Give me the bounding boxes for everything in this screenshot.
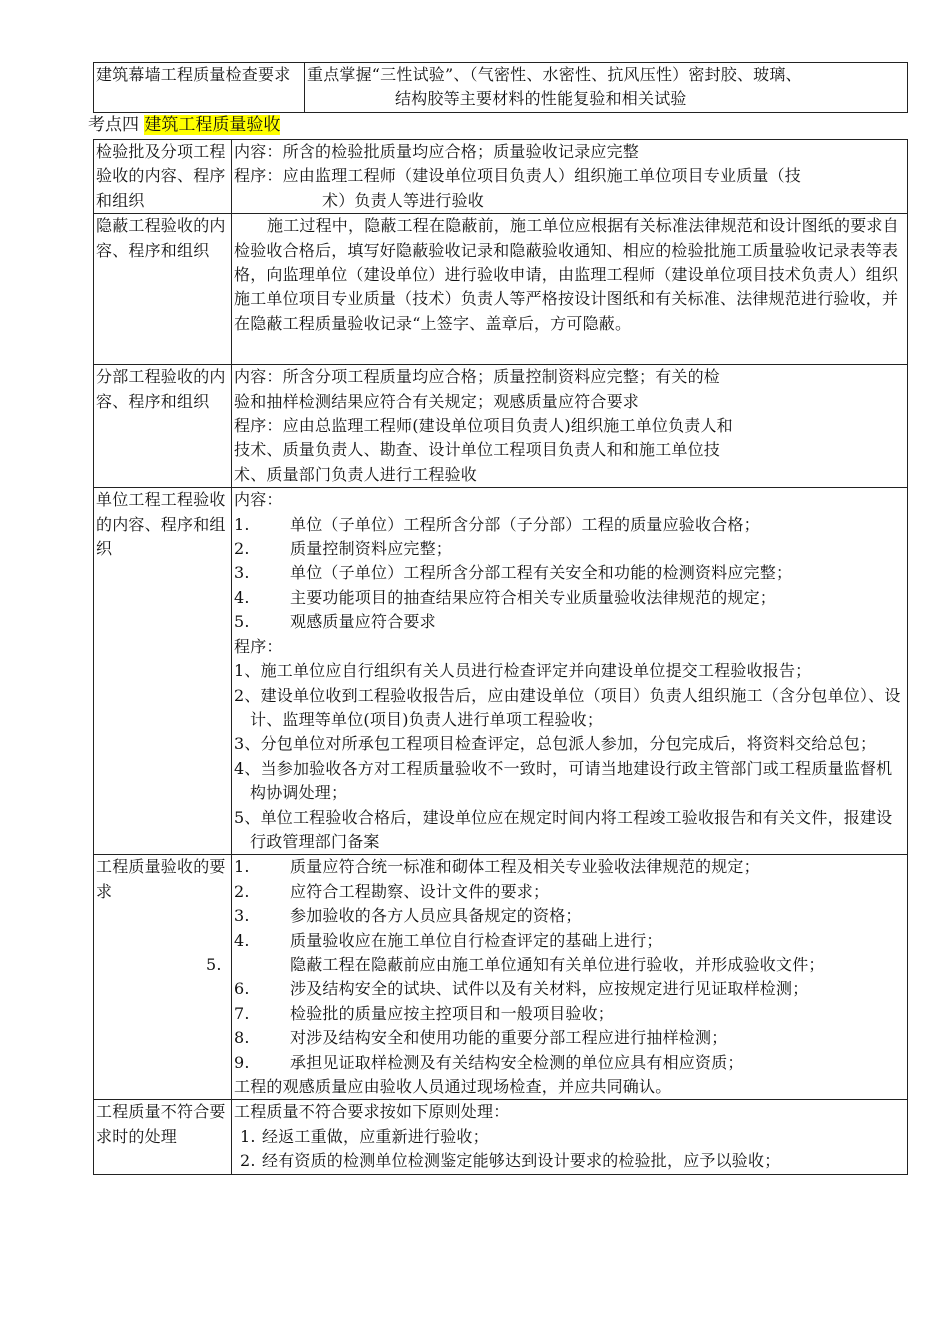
content-title: 内容： [234,490,283,510]
procedure-item: 3、分包单位对所承包工程项目检查评定，总包派人参加，分包完成后，将资料交给总包； [234,734,877,754]
list-number: 4. [234,587,250,607]
heading-prefix: 考点四 [88,115,139,135]
row-label: 单位工程工程验收的内容、程序和组织 [94,488,232,855]
list-number: 3. [234,563,250,583]
table-row [94,140,908,214]
content-line: 术）负责人等进行验收 [322,190,485,210]
list-text: 应符合工程勘察、设计文件的要求； [290,881,550,901]
content-line: 技术、质量负责人、勘查、设计单位工程项目负责人和和施工单位技 [234,440,721,460]
curtain-wall-table [93,62,908,113]
quality-acceptance-table [93,139,908,1175]
list-text: 经返工重做，应重新进行验收； [262,1126,489,1146]
list-number: 2. [234,539,250,559]
list-item [234,880,905,904]
content-line: 验和抽样检测结果应符合有关规定；观感质量应符合要求 [234,391,640,411]
list-item [234,1026,905,1050]
table-row [94,855,908,1100]
content-intro: 工程质量不符合要求按如下原则处理： [234,1102,510,1122]
procedure-item: 4、当参加验收各方对工程质量验收不一致时，可请当地建设行政主管部门或工程质量监督机构协调处理； [234,758,893,803]
content-line: 内容：所含的检验批质量均应合格；质量验收记录应完整 [234,142,640,161]
list-text: 经有资质的检测单位检测鉴定能够达到设计要求的检验批，应予以验收； [262,1151,781,1171]
list-text: 主要功能项目的抽查结果应符合相关专业质量验收法律规范的规定； [290,587,777,607]
list-text: 观感质量应符合要求 [290,612,436,632]
list-item [206,953,905,977]
list-item [234,513,905,537]
list-text: 质量应符合统一标准和砌体工程及相关专业验收法律规范的规定； [290,857,760,877]
content-line: 重点掌握“三性试验”、（气密性、水密性、抗风压性）密封胶、玻璃、 [307,65,802,84]
list-number: 5. [206,954,222,974]
row-label: 工程质量验收的要求 [94,855,232,1100]
list-item [234,1125,905,1149]
procedure-item: 5、单位工程验收合格后，建设单位应在规定时间内将工程竣工验收报告和有关文件，报建设行政管理部门备案 [234,807,893,851]
row-label: 隐蔽工程验收的内容、程序和组织 [94,214,232,365]
list-text: 隐蔽工程在隐蔽前应由施工单位通知有关单位进行验收，并形成验收文件； [290,954,825,974]
list-number: 2. [240,1151,256,1171]
list-number: 8. [234,1028,250,1048]
procedure-item: 2、建设单位收到工程验收报告后，应由建设单位（项目）负责人组织施工（含分包单位）、设计、监理等单位(项目)负责人进行单项工程验收； [234,685,901,729]
list-text: 质量验收应在施工单位自行检查评定的基础上进行； [290,930,663,950]
row-content [206,855,908,1100]
procedure-item: 1、施工单位应自行组织有关人员进行检查评定并向建设单位提交工程验收报告； [234,661,812,681]
list-number: 1. [234,857,250,877]
list-item [234,586,905,610]
row-content [232,1100,908,1174]
content-paragraph: 施工过程中，隐蔽工程在隐蔽前，施工单位应根据有关标准法律规范和设计图纸的要求自检验收合格后，填写好隐蔽验收记录和隐蔽验收通知、相应的检验批施工质量验收记录表等表格，向监理单位（建设单位）进行验收申请，由监理工程师（建设单位项目技术负责人）组织施工单位项目专业质量（技术）负责人等严格按设计图纸和有关标准、法律规范进行验收，并在隐蔽工程质量验收记录“上签字、盖章后，方可隐蔽。 [234,216,899,333]
list-number: 7. [234,1003,250,1023]
list-text: 涉及结构安全的试块、试件以及有关材料，应按规定进行见证取样检测； [290,979,809,999]
list-number: 1. [240,1126,256,1146]
list-item [234,537,905,561]
row-content [232,214,908,365]
list-item [234,610,905,634]
table-row [94,1100,908,1174]
list-item [234,904,905,928]
list-number: 5. [234,612,250,632]
list-text: 单位（子单位）工程所含分部（子分部）工程的质量应验收合格； [290,514,760,534]
row-content [305,63,908,113]
list-number: 6. [234,979,250,999]
list-item [234,855,905,879]
list-item [234,561,905,585]
list-item [234,929,905,953]
row-content [232,365,908,488]
content-line: 内容：所含分项工程质量均应合格；质量控制资料应完整；有关的检 [234,367,721,387]
table-row [94,214,908,365]
procedure-title: 程序： [234,636,283,656]
list-item [234,1149,905,1173]
row-content [232,140,908,214]
list-number: 2. [234,881,250,901]
list-number: 9. [234,1052,250,1072]
content-line: 程序：应由总监理工程师(建设单位项目负责人)组织施工单位负责人和 [234,416,733,436]
content-line: 结构胶等主要材料的性能复验和相关试验 [395,89,687,109]
list-item [234,977,905,1001]
list-text: 检验批的质量应按主控项目和一般项目验收； [290,1003,615,1023]
list-text: 质量控制资料应完整； [290,539,453,559]
list-number: 1. [234,514,250,534]
row-label: 建筑幕墙工程质量检查要求 [94,63,305,113]
list-number: 4. [234,930,250,950]
content-line: 术、质量部门负责人进行工程验收 [234,464,478,484]
section-heading [88,113,280,137]
list-text: 单位（子单位）工程所含分部工程有关安全和功能的检测资料应完整； [290,563,793,583]
table-row [94,63,908,113]
list-item [234,1051,905,1075]
list-text: 对涉及结构安全和使用功能的重要分部工程应进行抽样检测； [290,1028,728,1048]
list-text: 参加验收的各方人员应具备规定的资格； [290,906,582,926]
row-label: 分部工程验收的内容、程序和组织 [94,365,232,488]
table-row [94,365,908,488]
row-content [232,488,908,855]
heading-title: 建筑工程质量验收 [144,115,281,135]
row-label: 检验批及分项工程验收的内容、程序和组织 [94,140,232,214]
closing-line: 工程的观感质量应由验收人员通过现场检查，并应共同确认。 [234,1077,672,1096]
row-label: 工程质量不符合要求时的处理 [94,1100,232,1174]
list-item [234,1002,905,1026]
content-line: 程序：应由监理工程师（建设单位项目负责人）组织施工单位项目专业质量（技 [234,166,802,186]
list-text: 承担见证取样检测及有关结构安全检测的单位应具有相应资质； [290,1052,744,1072]
list-number: 3. [234,906,250,926]
table-row [94,488,908,855]
